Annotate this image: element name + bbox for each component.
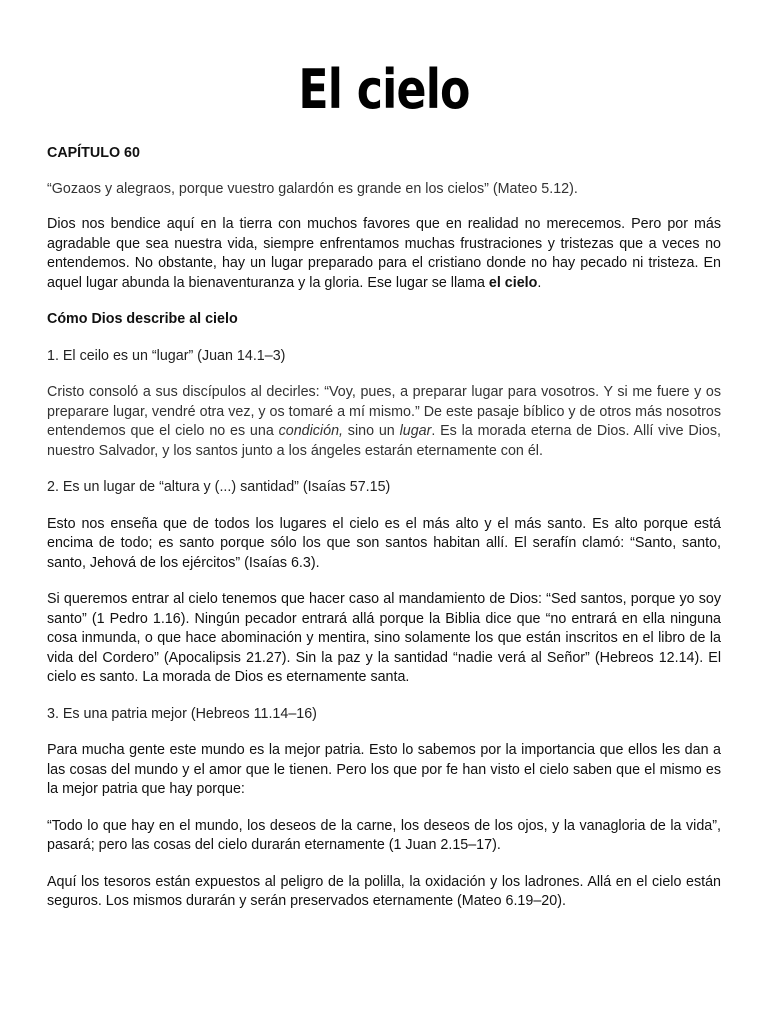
intro-end: . <box>537 274 542 291</box>
point3-quote: “Todo lo que hay en el mundo, los deseos de la carne, los deseos de los ojos, y la vanagloria de la vida”, pasará; pero las cosas del cielo durarán eternamente (1 Juan 2.15–17). <box>47 817 721 853</box>
section-heading: Cómo Dios describe al cielo <box>47 311 238 327</box>
point3-paragraph-2: Aquí los tesoros están expuestos al peligro de la polilla, la oxidación y los ladrones. Allá en el cielo están seguros. Los mismos durarán y serán preservados eternamente (Mateo 6.19–20). <box>47 873 721 909</box>
point2-paragraph-1: Esto nos enseña que de todos los lugares el cielo es el más alto y el más santo. Es alto porque está encima de todo; es santo porque sólo los que son santos habitan allí. El serafín clamó: “Santo, santo, santo, Jehová de los ejércitos” (Isaías 6.3). <box>47 515 721 571</box>
page-title: El cielo <box>298 58 470 121</box>
intro-paragraph <box>47 215 721 293</box>
intro-bold: el cielo <box>488 274 538 291</box>
point1-italic-lugar: lugar <box>399 423 432 439</box>
point2-paragraph-2: Si queremos entrar al cielo tenemos que hacer caso al mandamiento de Dios: “Sed santos, porque yo soy santo” (1 Pedro 1.16). Ningún pecador entrará allá porque la Biblia dice que “no entrará en ella ninguna cosa inmunda, o que hace abominación y mentira, sino solamente los que están inscritos en el libro de la vida del Cordero” (Apocalipsis 21.27). Sin la paz y la santidad “nadie verá al Señor” (Hebreos 12.14). El cielo es santo. La morada de Dios es eternamente santa. <box>47 591 721 685</box>
point1-italic-condition: condición, <box>278 423 343 439</box>
epigraph-quote: “Gozaos y alegraos, porque vuestro galardón es grande en los cielos” (Mateo 5.12). <box>47 180 578 197</box>
point3-heading: 3. Es una patria mejor (Hebreos 11.14–16) <box>47 705 317 722</box>
point1-text-c: . Es la morada eterna de Dios. Allí vive Dios, nuestro Salvador, y los santos junto a los ángeles estarán eternamente con él. <box>47 423 721 459</box>
chapter-heading: CAPÍTULO 60 <box>47 145 140 161</box>
point1-heading: 1. El ceilo es un “lugar” (Juan 14.1–3) <box>47 347 286 364</box>
point1-paragraph <box>47 383 721 461</box>
point2-heading: 2. Es un lugar de “altura y (...) santidad” (Isaías 57.15) <box>47 479 391 495</box>
point3-paragraph-1: Para mucha gente este mundo es la mejor patria. Esto lo sabemos por la importancia que ellos les dan a las cosas del mundo y el amor que le tienen. Pero los que por fe han visto el cielo saben que el mismo es la mejor patria que hay porque: <box>47 742 721 797</box>
point1-text-b: sino un <box>343 423 400 439</box>
point1-text-a: Cristo consoló a sus discípulos al decirles: “Voy, pues, a preparar lugar para vosotros. Y si me fuere y os preparare lugar, vendré otra vez, y os tomaré a mí mismo.” De este pasaje bíblico y de otros más nosotros entendemos que el cielo no es una <box>47 384 721 439</box>
intro-text: Dios nos bendice aquí en la tierra con muchos favores que en realidad no merecemos. Pero por más agradable que sea nuestra vida, siempre enfrentamos muchas frustraciones y tristezas que a veces no entendemos. No obstante, hay un lugar preparado para el cristiano donde no hay pecado ni tristeza. En aquel lugar abunda la bienaventuranza y la gloria. Ese lugar se llama <box>47 216 721 291</box>
